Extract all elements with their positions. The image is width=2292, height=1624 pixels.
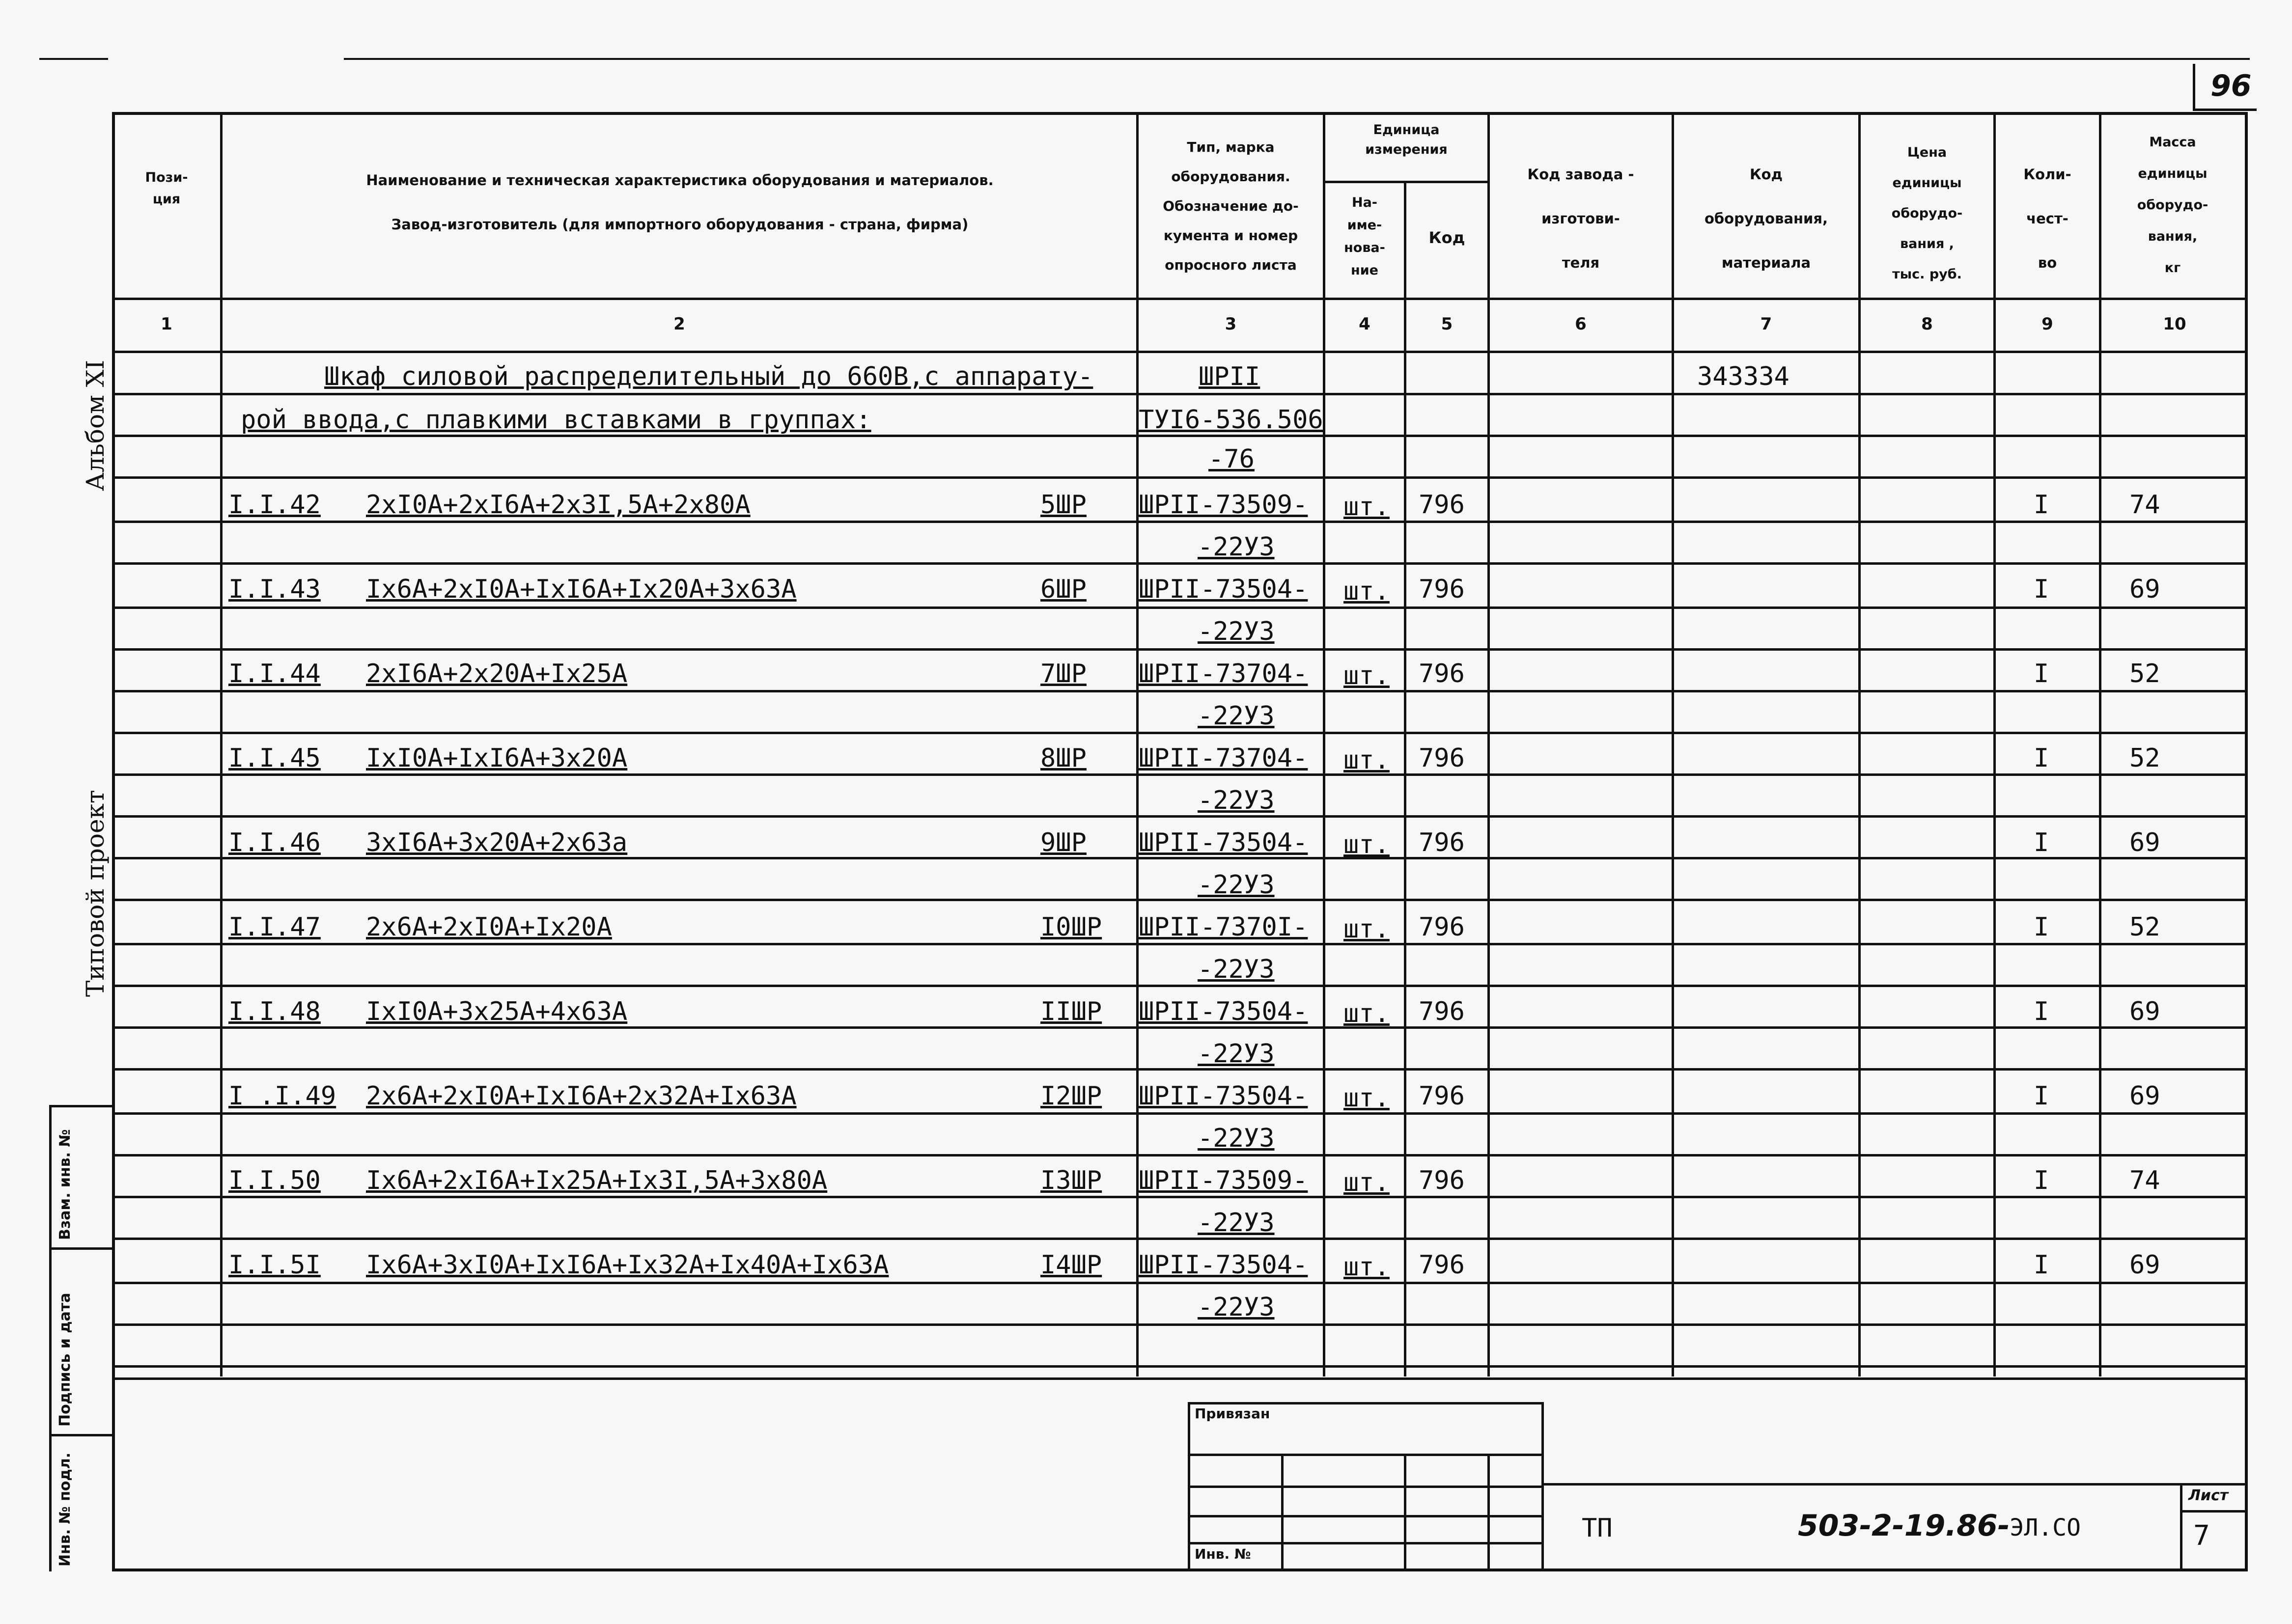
row-unit: шт. xyxy=(1343,492,1390,522)
privyazan-line-3 xyxy=(1188,1515,1544,1517)
row-spec: 3хI6А+3х20А+2х63а xyxy=(366,828,628,857)
binding-sep-1 xyxy=(49,1105,113,1107)
page-number: 96 xyxy=(2210,69,2252,103)
row-line xyxy=(112,476,2248,479)
podpis-label: Подпись и дата xyxy=(56,1293,74,1427)
header-unit: Единица измерения xyxy=(1365,122,1448,157)
colnum-3: 3 xyxy=(1225,314,1237,334)
colnum-9: 9 xyxy=(2041,314,2053,334)
sheet-box-left xyxy=(2180,1483,2182,1571)
header-type: Тип, марка оборудования. Обозначение до- кумента и номер опросного листа xyxy=(1163,139,1299,273)
row-unit-code: 796 xyxy=(1419,575,1465,604)
row-line xyxy=(112,899,2248,901)
inv-podl-label: Инв. № подл. xyxy=(56,1452,74,1567)
row-type: ШРII-73504- xyxy=(1139,1081,1308,1111)
inv-no-label: Инв. № xyxy=(1195,1546,1251,1562)
row-type-2: -22У3 xyxy=(1198,532,1275,562)
row-line xyxy=(112,1154,2248,1156)
row-spec: Iх6А+2хI6А+Iх25А+Iх3I,5А+3х80А xyxy=(366,1166,828,1195)
row-quantity: I xyxy=(2034,1081,2049,1111)
intro-type-3: -76 xyxy=(1208,444,1255,474)
doc-number xyxy=(1798,1509,2081,1543)
row-unit: шт. xyxy=(1343,830,1390,859)
row-line xyxy=(112,1196,2248,1198)
project-label: Типовой проект xyxy=(81,790,110,997)
intro-line-2: рой ввода,с плавкими вставками в группах: xyxy=(241,405,871,435)
row-line xyxy=(112,562,2248,565)
row-quantity: I xyxy=(2034,1166,2049,1195)
top-mark-left xyxy=(39,58,108,60)
header-plant-code: Код завода - изготови- теля xyxy=(1527,166,1634,271)
row-line xyxy=(112,815,2248,818)
row-type-2: -22У3 xyxy=(1198,1293,1275,1322)
privyazan-vline-2 xyxy=(1404,1454,1406,1571)
row-position: I.I.46 xyxy=(228,828,321,857)
row-mark: I2ШР xyxy=(1040,1081,1102,1111)
row-position: I .I.49 xyxy=(228,1081,336,1111)
row-type-2: -22У3 xyxy=(1198,1124,1275,1153)
row-mark: 8ШР xyxy=(1040,743,1087,773)
col-line-7 xyxy=(1858,112,1861,1376)
intro-type-2: ТУI6-536.506 xyxy=(1139,405,1323,435)
vzam-inv-label: Взам. инв. № xyxy=(56,1129,74,1240)
row-unit: шт. xyxy=(1343,1168,1390,1197)
row-line xyxy=(112,1282,2248,1284)
col-line-3 xyxy=(1323,112,1325,1376)
privyazan-vline-1 xyxy=(1281,1454,1284,1571)
row-mark: 7ШР xyxy=(1040,659,1087,688)
row-spec: 2хI0А+2хI6А+2х3I,5А+2х80А xyxy=(366,490,751,520)
row-type-2: -22У3 xyxy=(1198,786,1275,815)
row-quantity: I xyxy=(2034,575,2049,604)
intro-line-1: Шкаф силовой распределительный до 660В,с аппарату- xyxy=(324,362,1093,391)
row-quantity: I xyxy=(2034,997,2049,1026)
unit-split-line xyxy=(1323,181,1490,183)
col-line-4 xyxy=(1404,181,1406,1376)
header-equipment-code: Код оборудования, материала xyxy=(1704,166,1828,271)
intro-type-1: ШРII xyxy=(1199,362,1260,391)
row-mark: 6ШР xyxy=(1040,575,1087,604)
row-line xyxy=(112,943,2248,945)
top-mark-right xyxy=(344,58,2250,60)
row-line xyxy=(112,1068,2248,1071)
row-quantity: I xyxy=(2034,659,2049,688)
row-mark: 5ШР xyxy=(1040,490,1087,520)
row-line xyxy=(112,648,2248,651)
privyazan-label: Привязан xyxy=(1195,1405,1270,1422)
row-mass: 69 xyxy=(2129,828,2160,857)
header-mass: Масса единицы оборудо- вания, кг xyxy=(2137,135,2208,275)
row-unit: шт. xyxy=(1343,1252,1390,1282)
row-mark: I4ШР xyxy=(1040,1250,1102,1280)
row-unit-code: 796 xyxy=(1419,1166,1465,1195)
row-type: ШРII-73504- xyxy=(1139,997,1308,1026)
row-unit-code: 796 xyxy=(1419,490,1465,520)
row-mass: 69 xyxy=(2129,997,2160,1026)
sheet-number: 7 xyxy=(2193,1520,2210,1552)
row-type: ШРII-73704- xyxy=(1139,743,1308,773)
colnum-bottom-line xyxy=(112,351,2248,353)
row-position: I.I.43 xyxy=(228,575,321,604)
row-line xyxy=(112,1112,2248,1115)
row-quantity: I xyxy=(2034,912,2049,942)
binding-line xyxy=(49,1105,52,1571)
row-position: I.I.45 xyxy=(228,743,321,773)
sheet-label: Лист xyxy=(2188,1487,2229,1504)
row-mark: IIШР xyxy=(1040,997,1102,1026)
sheet-box-split xyxy=(2180,1510,2248,1513)
colnum-8: 8 xyxy=(1921,314,1933,334)
doc-number-main: 503-2-19.86- xyxy=(1798,1509,2010,1543)
row-line xyxy=(112,690,2248,692)
binding-sep-2 xyxy=(49,1247,113,1250)
row-line xyxy=(112,773,2248,776)
row-spec: IхI0А+IхI6А+3х20А xyxy=(366,743,628,773)
title-block-top xyxy=(1544,1483,2248,1486)
row-mass: 69 xyxy=(2129,1081,2160,1111)
colnum-1: 1 xyxy=(161,314,172,334)
row-mark: I0ШР xyxy=(1040,912,1102,942)
tp-label: ТП xyxy=(1582,1514,1613,1543)
album-label: Альбом XI xyxy=(81,359,110,491)
header-unit-code: Код xyxy=(1428,228,1465,247)
row-type-2: -22У3 xyxy=(1198,701,1275,731)
row-mass: 74 xyxy=(2129,490,2160,520)
row-type: ШРII-73504- xyxy=(1139,1250,1308,1280)
row-type-2: -22У3 xyxy=(1198,870,1275,900)
row-spec: 2хI6А+2х20А+Iх25А xyxy=(366,659,628,688)
privyazan-line-1 xyxy=(1188,1454,1544,1456)
row-unit-code: 796 xyxy=(1419,997,1465,1026)
binding-sep-3 xyxy=(49,1434,113,1436)
row-quantity: I xyxy=(2034,1250,2049,1280)
row-mark: 9ШР xyxy=(1040,828,1087,857)
row-mass: 74 xyxy=(2129,1166,2160,1195)
row-line xyxy=(112,1026,2248,1029)
row-type: ШРII-73704- xyxy=(1139,659,1308,688)
row-line xyxy=(112,1377,2248,1380)
header-price: Цена единицы оборудо- вания , тыс. руб. xyxy=(1891,145,1963,282)
row-position: I.I.50 xyxy=(228,1166,321,1195)
row-unit-code: 796 xyxy=(1419,659,1465,688)
row-type: ШРII-73504- xyxy=(1139,575,1308,604)
row-type: ШРII-7370I- xyxy=(1139,912,1308,942)
row-unit: шт. xyxy=(1343,1083,1390,1113)
colnum-5: 5 xyxy=(1441,314,1453,334)
colnum-7: 7 xyxy=(1760,314,1772,334)
row-position: I.I.5I xyxy=(228,1250,321,1280)
row-unit-code: 796 xyxy=(1419,743,1465,773)
row-mass: 52 xyxy=(2129,659,2160,688)
row-line xyxy=(112,985,2248,987)
col-line-1 xyxy=(220,112,223,1376)
privyazan-line-2 xyxy=(1188,1486,1544,1488)
header-name: Наименование и техническая характеристика оборудования и материалов. Завод-изготовитель (для импортного оборудования - страна, фирма) xyxy=(366,172,994,233)
row-position: I.I.44 xyxy=(228,659,321,688)
row-position: I.I.48 xyxy=(228,997,321,1026)
colnum-10: 10 xyxy=(2163,314,2186,334)
row-spec: 2х6А+2хI0А+Iх20А xyxy=(366,912,612,942)
row-unit: шт. xyxy=(1343,999,1390,1028)
col-line-6 xyxy=(1672,112,1674,1376)
row-line xyxy=(112,1365,2248,1368)
row-unit-code: 796 xyxy=(1419,828,1465,857)
row-type-2: -22У3 xyxy=(1198,1039,1275,1069)
row-unit-code: 796 xyxy=(1419,912,1465,942)
header-bottom-line xyxy=(112,298,2248,300)
row-line xyxy=(112,606,2248,609)
col-line-9 xyxy=(2099,112,2101,1376)
col-line-8 xyxy=(1993,112,1996,1376)
row-spec: Iх6А+2хI0А+IхI6А+Iх20А+3х63А xyxy=(366,575,797,604)
row-unit: шт. xyxy=(1343,661,1390,690)
row-type-2: -22У3 xyxy=(1198,1208,1275,1238)
row-quantity: I xyxy=(2034,743,2049,773)
colnum-6: 6 xyxy=(1575,314,1587,334)
col-line-5 xyxy=(1487,112,1490,1376)
row-type-2: -22У3 xyxy=(1198,955,1275,984)
row-type: ШРII-73504- xyxy=(1139,828,1308,857)
row-mass: 52 xyxy=(2129,743,2160,773)
row-mass: 69 xyxy=(2129,575,2160,604)
row-spec: IхI0А+3х25А+4х63А xyxy=(366,997,628,1026)
row-type-2: -22У3 xyxy=(1198,617,1275,646)
privyazan-vline-3 xyxy=(1487,1454,1490,1571)
row-unit-code: 796 xyxy=(1419,1081,1465,1111)
row-mark: I3ШР xyxy=(1040,1166,1102,1195)
row-type: ШРII-73509- xyxy=(1139,1166,1308,1195)
row-type: ШРII-73509- xyxy=(1139,490,1308,520)
row-line xyxy=(112,732,2248,734)
row-position: I.I.42 xyxy=(228,490,321,520)
row-line xyxy=(112,1323,2248,1326)
row-line xyxy=(112,521,2248,523)
row-quantity: I xyxy=(2034,828,2049,857)
header-quantity: Коли- чест- во xyxy=(2023,166,2071,271)
row-unit: шт. xyxy=(1343,577,1390,606)
row-position: I.I.47 xyxy=(228,912,321,942)
intro-equipment-code: 343334 xyxy=(1697,362,1789,391)
colnum-4: 4 xyxy=(1359,314,1370,334)
row-unit: шт. xyxy=(1343,745,1390,775)
row-line xyxy=(112,435,2248,437)
row-line xyxy=(112,1238,2248,1240)
row-unit-code: 796 xyxy=(1419,1250,1465,1280)
row-spec: 2х6А+2хI0А+IхI6А+2х32А+Iх63А xyxy=(366,1081,797,1111)
row-line xyxy=(112,393,2248,395)
header-unit-name: На- име- нова- ние xyxy=(1344,195,1385,278)
row-spec: Iх6А+3хI0А+IхI6А+Iх32А+Iх40А+Iх63А xyxy=(366,1250,889,1280)
privyazan-line-4 xyxy=(1188,1542,1544,1544)
header-position: Пози- ция xyxy=(145,170,188,207)
doc-number-suffix: ЭЛ.СО xyxy=(2010,1514,2081,1541)
row-mass: 69 xyxy=(2129,1250,2160,1280)
row-mass: 52 xyxy=(2129,912,2160,942)
colnum-2: 2 xyxy=(673,314,685,334)
row-unit: шт. xyxy=(1343,914,1390,944)
row-quantity: I xyxy=(2034,490,2049,520)
